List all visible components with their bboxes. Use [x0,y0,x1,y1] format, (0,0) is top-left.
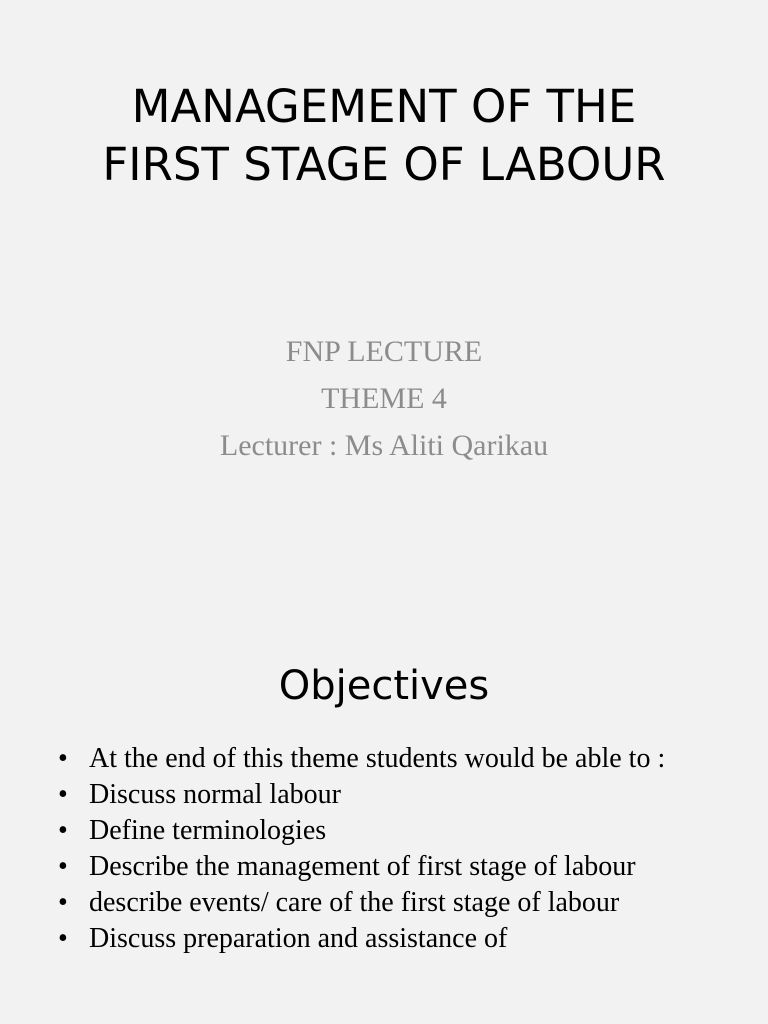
lecture-label: FNP LECTURE [285,335,483,368]
slide-subtitle [0,328,768,469]
list-item-text: describe events/ care of the first stage of labour [89,887,620,918]
list-item [58,816,708,845]
bullet-icon: • [58,743,68,774]
bullet-icon: • [58,887,68,918]
list-item [58,852,708,881]
list-item-text: Discuss normal labour [89,779,341,810]
slide-title-line-1: MANAGEMENT OF THE [131,80,637,133]
bullet-icon: • [58,815,68,846]
objectives-slide [0,596,768,1024]
list-item-text: Define terminologies [89,815,327,846]
bullet-icon: • [58,923,68,954]
objectives-list [58,744,708,960]
theme-label: THEME 4 [321,382,447,415]
slide-title-line-2: FIRST STAGE OF LABOUR [102,138,666,191]
slide-title [0,78,768,194]
list-item [58,888,708,917]
bullet-icon: • [58,779,68,810]
list-item [58,780,708,809]
list-item-text: Discuss preparation and assistance of [89,923,508,954]
objectives-heading: Objectives [278,663,490,709]
lecturer-label: Lecturer : Ms Aliti Qarikau [219,429,549,462]
list-item-text: Describe the management of first stage of labour [89,851,636,882]
bullet-icon: • [58,851,68,882]
list-item [58,924,708,953]
list-item-text: At the end of this theme students would be able to : [89,743,666,774]
list-item [58,744,708,773]
